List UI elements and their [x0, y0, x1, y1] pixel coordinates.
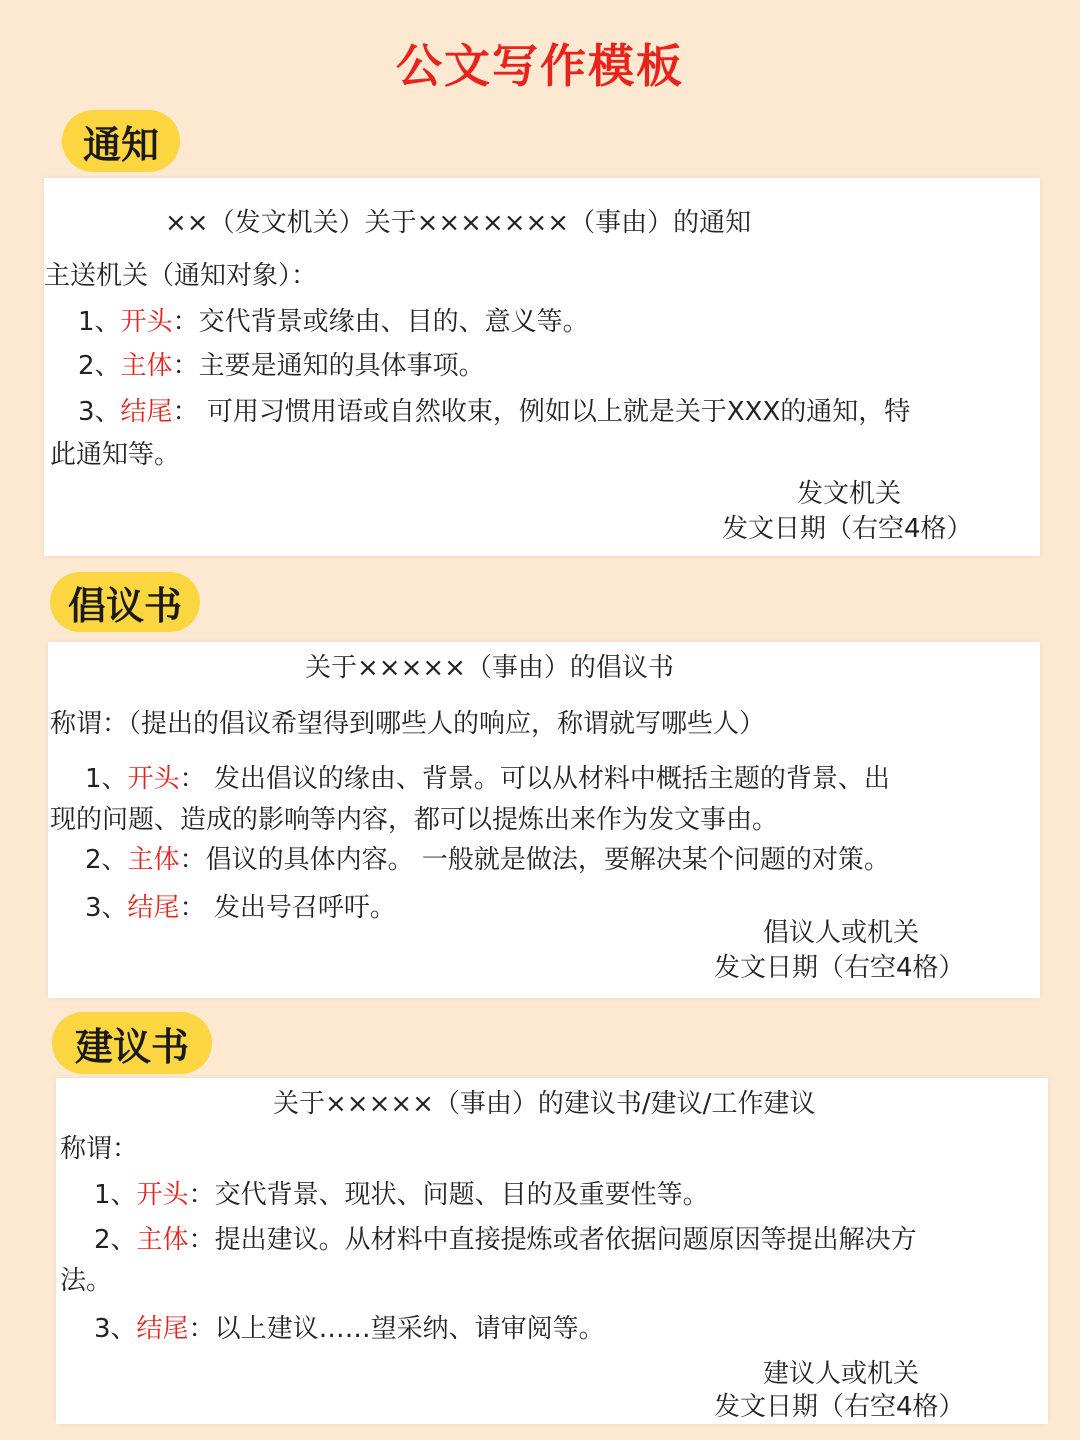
notice-item-2: [78, 353, 485, 379]
item-text: 发出号召呼吁。: [205, 893, 396, 923]
proposal-signer: 建议人或机关: [763, 1359, 920, 1389]
item-number: 1、: [78, 307, 121, 337]
item-label: 开头: [120, 307, 173, 337]
initiative-heading: 关于×××××（事由）的倡议书: [305, 653, 674, 683]
item-separator: ：: [179, 845, 206, 875]
item-text: 以上建议……望采纳、请审阅等。: [214, 1314, 605, 1344]
initiative-item-3: [85, 895, 396, 921]
item-text: 发出倡议的缘由、背景。可以从材料中概括主题的背景、出: [205, 764, 890, 794]
item-separator: ：: [172, 397, 199, 427]
proposal-item-1: [94, 1182, 709, 1208]
initiative-item-1: [85, 766, 890, 792]
item-number: 3、: [94, 1314, 137, 1344]
item-separator: ：: [188, 1225, 215, 1255]
item-label: 开头: [127, 764, 180, 794]
item-text: 交代背景、现状、问题、目的及重要性等。: [214, 1180, 709, 1210]
item-number: 2、: [78, 351, 121, 381]
notice-item-1: [78, 309, 589, 335]
item-number: 1、: [85, 764, 128, 794]
item-label: 结尾: [127, 893, 180, 923]
notice-salutation: 主送机关（通知对象）：: [44, 261, 318, 291]
proposal-item-2: [94, 1227, 917, 1253]
item-separator: ：: [188, 1314, 215, 1344]
item-number: 3、: [85, 893, 128, 923]
page-title: 公文写作模板: [396, 39, 684, 93]
item-number: 2、: [94, 1225, 137, 1255]
notice-heading: ××（发文机关）关于×××××××（事由）的通知: [165, 208, 752, 238]
item-text: 倡议的具体内容。 一般就是做法，要解决某个问题的对策。: [205, 845, 890, 875]
item-text: 交代背景或缘由、目的、意义等。: [198, 307, 589, 337]
initiative-signer: 倡议人或机关: [763, 918, 920, 948]
notice-item-3: [78, 399, 910, 425]
item-number: 1、: [94, 1180, 137, 1210]
proposal-item-3: [94, 1316, 605, 1342]
section-badge-proposal: 建议书: [52, 1012, 212, 1074]
item-number: 3、: [78, 397, 121, 427]
initiative-date: 发文日期（右空4格）: [714, 953, 965, 983]
item-label: 结尾: [120, 397, 173, 427]
proposal-item-2-continuation: 法。: [60, 1266, 113, 1296]
proposal-heading: 关于×××××（事由）的建议书/建议/工作建议: [273, 1089, 816, 1119]
item-label: 主体: [127, 845, 180, 875]
item-separator: ：: [188, 1180, 215, 1210]
item-separator: ：: [179, 893, 206, 923]
notice-item-3-continuation: 此通知等。: [50, 440, 181, 470]
item-separator: ：: [172, 307, 199, 337]
item-number: 2、: [85, 845, 128, 875]
section-badge-notice: 通知: [62, 110, 180, 172]
item-label: 开头: [136, 1180, 189, 1210]
item-label: 主体: [136, 1225, 189, 1255]
item-label: 结尾: [136, 1314, 189, 1344]
item-separator: ：: [179, 764, 206, 794]
item-text: 提出建议。从材料中直接提炼或者依据问题原因等提出解决方: [214, 1225, 917, 1255]
initiative-item-2: [85, 847, 890, 873]
item-text: 可用习惯用语或自然收束，例如以上就是关于XXX的通知，特: [198, 397, 911, 427]
notice-date: 发文日期（右空4格）: [722, 514, 973, 544]
section-badge-initiative: 倡议书: [50, 572, 200, 632]
initiative-item-1-continuation: 现的问题、造成的影响等内容，都可以提炼出来作为发文事由。: [50, 805, 779, 835]
notice-signer: 发文机关: [797, 479, 902, 509]
proposal-date: 发文日期（右空4格）: [714, 1392, 965, 1422]
item-label: 主体: [120, 351, 173, 381]
initiative-salutation: 称谓：（提出的倡议希望得到哪些人的响应，称谓就写哪些人）: [50, 709, 766, 739]
item-text: 主要是通知的具体事项。: [198, 351, 485, 381]
proposal-salutation: 称谓：: [60, 1134, 139, 1164]
item-separator: ：: [172, 351, 199, 381]
